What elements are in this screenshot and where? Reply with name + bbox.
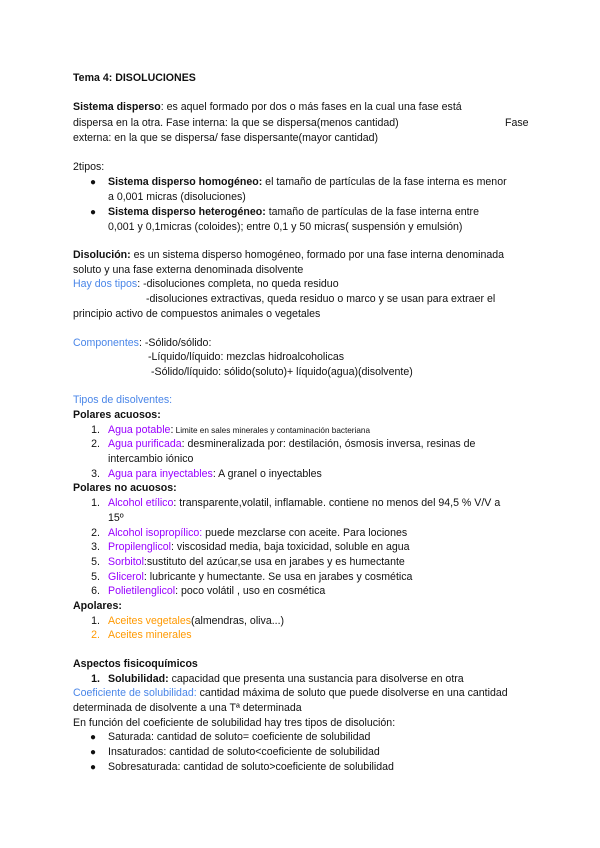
bullet-icon: ● (90, 732, 97, 743)
list-number: 2. (91, 629, 100, 641)
disolucion-text-1: es un sistema disperso homogéneo, formado por una fase interna denominada (130, 249, 505, 261)
list-item-cont: intercambio iónico (108, 453, 194, 465)
tipo-text-2: tamaño de partículas de la fase interna entre (265, 206, 479, 218)
list-number: 3. (91, 541, 100, 553)
disolucion-line-2: soluto y una fase externa denominada disolvente (73, 264, 304, 276)
tipo-item-2 (108, 206, 479, 219)
aspectos-heading: Aspectos fisicoquímicos (73, 658, 198, 670)
tipo-item-1 (108, 176, 507, 189)
list-item (108, 468, 322, 481)
list-item (108, 615, 284, 628)
coeficiente-line-1 (73, 687, 508, 700)
item-name: Agua purificada (108, 438, 182, 450)
bullet-icon: ● (90, 207, 97, 218)
tipo-text-1: el tamaño de partículas de la fase interna es menor (262, 176, 507, 188)
componentes-line-2: -Líquido/líquido: mezclas hidroalcoholicas (148, 351, 345, 363)
item-name: Alcohol isopropílico: (108, 527, 203, 539)
list-number: 3. (91, 468, 100, 480)
sistema-line-2b: Fase (505, 117, 529, 129)
list-number: 5. (91, 571, 100, 583)
item-text: (almendras, oliva...) (191, 615, 285, 627)
sistema-line-3: externa: en la que se dispersa/ fase dispersante(mayor cantidad) (73, 132, 379, 144)
list-number: 5. (91, 556, 100, 568)
list-item (108, 585, 325, 598)
list-number: 1. (91, 615, 100, 627)
sistema-text-1: : es aquel formado por dos o más fases en la cual una fase está (160, 101, 462, 113)
solubilidad-term: Solubilidad: (108, 673, 169, 685)
item-name: Aceites minerales (108, 629, 192, 641)
list-number: 6. (91, 585, 100, 597)
list-number: 2. (91, 438, 100, 450)
list-item (108, 571, 412, 584)
sistema-term: Sistema disperso (73, 101, 161, 113)
item-text: : A granel o inyectables (212, 468, 322, 480)
item-text: : transparente,volatil, inflamable. contiene no menos del 94,5 % V/V a (173, 497, 501, 509)
componentes-line-3: -Sólido/líquido: sólido(soluto)+ líquido(agua)(disolvente) (151, 366, 413, 378)
disolucion-line-3 (73, 278, 339, 291)
disolucion-term: Disolución: (73, 249, 131, 261)
list-item (108, 541, 410, 554)
list-number: 2. (91, 527, 100, 539)
item-text: : lubricante y humectante. Se usa en jarabes y cosmética (143, 571, 413, 583)
item-name: Alcohol etílico (108, 497, 174, 509)
tipos-label: 2tipos: (73, 161, 105, 173)
page-title: Tema 4: DISOLUCIONES (73, 72, 196, 84)
tipo-item-2-cont: 0,001 y 0,1micras (coloides); entre 0,1 y 50 micras( suspensión y emulsión) (108, 221, 463, 233)
list-item-cont: 15º (108, 512, 124, 524)
list-item: Saturada: cantidad de soluto= coeficiente de solubilidad (108, 731, 371, 743)
coeficiente-label: Coeficiente de solubilidad: (73, 687, 197, 699)
hay-tipos-text: : -disoluciones completa, no queda residuo (137, 278, 339, 290)
hay-tipos-label: Hay dos tipos (73, 278, 138, 290)
coeficiente-line-2: determinada de disolvente a una Tª determinada (73, 702, 302, 714)
solubilidad-text: capacidad que presenta una sustancia para disolverse en otra (168, 673, 464, 685)
item-text: : desmineralizada por: destilación, ósmosis inversa, resinas de (181, 438, 476, 450)
list-item (108, 497, 500, 510)
list-item (108, 424, 370, 437)
bullet-icon: ● (90, 177, 97, 188)
item-text: : poco volátil , uso en cosmética (175, 585, 326, 597)
item-name: Glicerol (108, 571, 144, 583)
apolares-heading: Apolares: (73, 600, 122, 612)
sistema-line-2: dispersa en la otra. Fase interna: la que se dispersa(menos cantidad) (73, 117, 399, 129)
tipo-term-2: Sistema disperso heterogéneo: (108, 206, 266, 218)
disolucion-line-1 (73, 249, 504, 262)
list-number: 1. (91, 673, 100, 685)
coeficiente-text: cantidad máxima de soluto que puede disolverse en una cantidad (196, 687, 508, 699)
bullet-icon: ● (90, 747, 97, 758)
tipo-item-1-cont: a 0,001 micras (disoluciones) (108, 191, 246, 203)
disolucion-line-5: principio activo de compuestos animales o vegetales (73, 308, 321, 320)
disolventes-heading: Tipos de disolventes: (73, 394, 173, 406)
componentes-line-1 (73, 337, 211, 350)
list-item (108, 629, 192, 642)
tipo-term-1: Sistema disperso homogéneo: (108, 176, 263, 188)
item-text: :sustituto del azúcar,se usa en jarabes y es humectante (143, 556, 405, 568)
item-name: Agua para inyectables (108, 468, 213, 480)
polares-acuosos-heading: Polares acuosos: (73, 409, 161, 421)
item-text: : (170, 424, 174, 436)
item-text: : viscosidad media, baja toxicidad, soluble en agua (171, 541, 410, 553)
disolucion-line-4: -disoluciones extractivas, queda residuo o marco y se usan para extraer el (146, 293, 496, 305)
polares-no-acuosos-heading: Polares no acuosos: (73, 482, 177, 494)
item-small-text: Limite en sales minerales y contaminación bacteriana (173, 426, 371, 435)
item-text: puede mezclarse con aceite. Para lociones (202, 527, 408, 539)
funcion-line: En función del coeficiente de solubilidad hay tres tipos de disolución: (73, 717, 396, 729)
componentes-text-1: : -Sólido/sólido: (138, 337, 212, 349)
item-name: Sorbitol (108, 556, 144, 568)
list-item: Sobresaturada: cantidad de soluto>coeficiente de solubilidad (108, 761, 394, 773)
list-item (108, 527, 407, 540)
list-number: 1. (91, 497, 100, 509)
list-item (108, 556, 405, 569)
componentes-label: Componentes (73, 337, 139, 349)
item-name: Agua potable (108, 424, 171, 436)
item-name: Aceites vegetales (108, 615, 192, 627)
list-item (108, 438, 475, 451)
list-number: 1. (91, 424, 100, 436)
list-item: Insaturados: cantidad de soluto<coeficiente de solubilidad (108, 746, 380, 758)
item-name: Propilenglicol (108, 541, 172, 553)
bullet-icon: ● (90, 762, 97, 773)
sistema-line-1 (73, 101, 462, 114)
solubilidad-line (108, 673, 464, 686)
item-name: Polietilenglicol (108, 585, 176, 597)
